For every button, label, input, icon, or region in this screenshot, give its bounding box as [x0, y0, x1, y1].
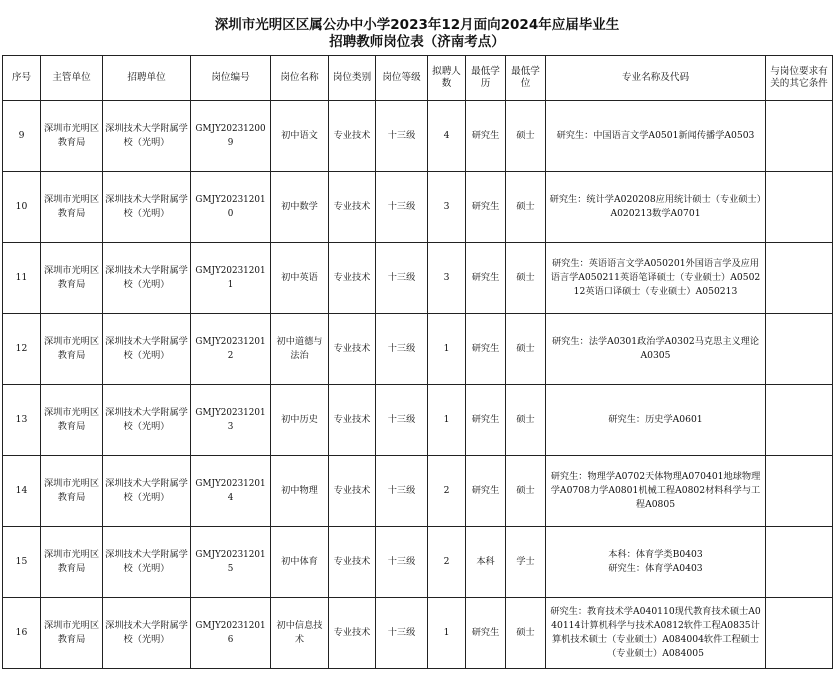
header-cell-degree: 最低学位 — [506, 56, 546, 101]
cell-code: GMJY202312014 — [191, 456, 271, 527]
header-cell-count: 拟聘人数 — [428, 56, 466, 101]
table-row — [3, 314, 833, 385]
cell-major: 研究生：物理学A0702天体物理A070401地球物理学A0708力学A0801机械工程A0802材料科学与工程A0805 — [546, 456, 766, 527]
cell-dept: 深圳市光明区教育局 — [41, 172, 103, 243]
cell-edu: 研究生 — [466, 456, 506, 527]
cell-no: 11 — [3, 243, 41, 314]
cell-category: 专业技术 — [329, 385, 376, 456]
cell-no: 15 — [3, 527, 41, 598]
cell-edu: 研究生 — [466, 243, 506, 314]
cell-edu: 研究生 — [466, 385, 506, 456]
cell-unit: 深圳技术大学附属学校（光明） — [103, 598, 191, 669]
cell-level: 十三级 — [376, 101, 428, 172]
cell-dept: 深圳市光明区教育局 — [41, 101, 103, 172]
table-row — [3, 456, 833, 527]
cell-other — [766, 385, 833, 456]
cell-no: 13 — [3, 385, 41, 456]
cell-code: GMJY202312011 — [191, 243, 271, 314]
cell-no: 12 — [3, 314, 41, 385]
cell-degree: 硕士 — [506, 456, 546, 527]
cell-count: 1 — [428, 598, 466, 669]
cell-count: 3 — [428, 243, 466, 314]
cell-count: 2 — [428, 456, 466, 527]
cell-category: 专业技术 — [329, 598, 376, 669]
cell-degree: 硕士 — [506, 101, 546, 172]
cell-count: 1 — [428, 314, 466, 385]
cell-dept: 深圳市光明区教育局 — [41, 385, 103, 456]
table-body — [3, 101, 833, 669]
cell-level: 十三级 — [376, 172, 428, 243]
cell-count: 2 — [428, 527, 466, 598]
cell-other — [766, 456, 833, 527]
cell-degree: 硕士 — [506, 243, 546, 314]
cell-level: 十三级 — [376, 314, 428, 385]
recruitment-table — [2, 55, 833, 669]
cell-unit: 深圳技术大学附属学校（光明） — [103, 385, 191, 456]
cell-edu: 研究生 — [466, 101, 506, 172]
cell-major: 研究生：教育技术学A040110现代教育技术硕士A040114计算机科学与技术A0812软件工程A0835计算机技术硕士（专业硕士）A084004软件工程硕士（专业硕士）A084005 — [546, 598, 766, 669]
cell-count: 3 — [428, 172, 466, 243]
table-row — [3, 101, 833, 172]
header-cell-dept: 主管单位 — [41, 56, 103, 101]
cell-major: 研究生：英语语言文学A050201外国语言学及应用语言学A050211英语笔译硕士（专业硕士）A050212英语口译硕士（专业硕士）A050213 — [546, 243, 766, 314]
page-title: 深圳市光明区区属公办中小学2023年12月面向2024年应届毕业生 — [214, 17, 620, 33]
cell-other — [766, 314, 833, 385]
cell-dept: 深圳市光明区教育局 — [41, 527, 103, 598]
cell-major: 研究生：统计学A020208应用统计硕士（专业硕士）A020213数学A0701 — [546, 172, 766, 243]
header-cell-other: 与岗位要求有关的其它条件 — [766, 56, 833, 101]
cell-code: GMJY202312016 — [191, 598, 271, 669]
cell-unit: 深圳技术大学附属学校（光明） — [103, 243, 191, 314]
header-cell-post: 岗位名称 — [271, 56, 329, 101]
cell-major: 研究生：历史学A0601 — [546, 385, 766, 456]
header-cell-no: 序号 — [3, 56, 41, 101]
cell-post: 初中数学 — [271, 172, 329, 243]
cell-other — [766, 243, 833, 314]
table-row — [3, 172, 833, 243]
cell-level: 十三级 — [376, 243, 428, 314]
table-row — [3, 385, 833, 456]
cell-degree: 硕士 — [506, 172, 546, 243]
header-cell-unit: 招聘单位 — [103, 56, 191, 101]
header-cell-edu: 最低学历 — [466, 56, 506, 101]
cell-code: GMJY202312009 — [191, 101, 271, 172]
header-row — [3, 56, 833, 101]
header-cell-category: 岗位类别 — [329, 56, 376, 101]
cell-edu: 研究生 — [466, 598, 506, 669]
cell-major: 研究生：中国语言文学A0501新闻传播学A0503 — [546, 101, 766, 172]
cell-code: GMJY202312012 — [191, 314, 271, 385]
table-row — [3, 527, 833, 598]
header-cell-major: 专业名称及代码 — [546, 56, 766, 101]
cell-count: 1 — [428, 385, 466, 456]
cell-post: 初中物理 — [271, 456, 329, 527]
cell-dept: 深圳市光明区教育局 — [41, 456, 103, 527]
cell-degree: 硕士 — [506, 598, 546, 669]
cell-post: 初中信息技术 — [271, 598, 329, 669]
cell-unit: 深圳技术大学附属学校（光明） — [103, 101, 191, 172]
cell-category: 专业技术 — [329, 456, 376, 527]
cell-degree: 硕士 — [506, 314, 546, 385]
page-subtitle: 招聘教师岗位表（济南考点） — [329, 34, 505, 50]
cell-major: 研究生：法学A0301政治学A0302马克思主义理论A0305 — [546, 314, 766, 385]
cell-other — [766, 101, 833, 172]
cell-edu: 本科 — [466, 527, 506, 598]
cell-other — [766, 598, 833, 669]
cell-level: 十三级 — [376, 598, 428, 669]
cell-dept: 深圳市光明区教育局 — [41, 314, 103, 385]
header-cell-code: 岗位编号 — [191, 56, 271, 101]
cell-level: 十三级 — [376, 456, 428, 527]
cell-other — [766, 527, 833, 598]
cell-degree: 学士 — [506, 527, 546, 598]
cell-category: 专业技术 — [329, 527, 376, 598]
cell-major: 本科：体育学类B0403 研究生：体育学A0403 — [546, 527, 766, 598]
cell-post: 初中体育 — [271, 527, 329, 598]
cell-category: 专业技术 — [329, 243, 376, 314]
cell-unit: 深圳技术大学附属学校（光明） — [103, 456, 191, 527]
cell-unit: 深圳技术大学附属学校（光明） — [103, 314, 191, 385]
cell-other — [766, 172, 833, 243]
cell-dept: 深圳市光明区教育局 — [41, 243, 103, 314]
cell-level: 十三级 — [376, 527, 428, 598]
cell-count: 4 — [428, 101, 466, 172]
cell-no: 16 — [3, 598, 41, 669]
cell-post: 初中英语 — [271, 243, 329, 314]
cell-no: 9 — [3, 101, 41, 172]
header-cell-level: 岗位等级 — [376, 56, 428, 101]
cell-code: GMJY202312013 — [191, 385, 271, 456]
cell-dept: 深圳市光明区教育局 — [41, 598, 103, 669]
cell-unit: 深圳技术大学附属学校（光明） — [103, 172, 191, 243]
cell-category: 专业技术 — [329, 172, 376, 243]
cell-unit: 深圳技术大学附属学校（光明） — [103, 527, 191, 598]
cell-code: GMJY202312010 — [191, 172, 271, 243]
cell-post: 初中历史 — [271, 385, 329, 456]
cell-edu: 研究生 — [466, 172, 506, 243]
cell-edu: 研究生 — [466, 314, 506, 385]
cell-post: 初中道德与法治 — [271, 314, 329, 385]
table-row — [3, 243, 833, 314]
cell-code: GMJY202312015 — [191, 527, 271, 598]
cell-level: 十三级 — [376, 385, 428, 456]
cell-no: 10 — [3, 172, 41, 243]
cell-no: 14 — [3, 456, 41, 527]
cell-degree: 硕士 — [506, 385, 546, 456]
cell-post: 初中语文 — [271, 101, 329, 172]
cell-category: 专业技术 — [329, 101, 376, 172]
cell-category: 专业技术 — [329, 314, 376, 385]
table-row — [3, 598, 833, 669]
